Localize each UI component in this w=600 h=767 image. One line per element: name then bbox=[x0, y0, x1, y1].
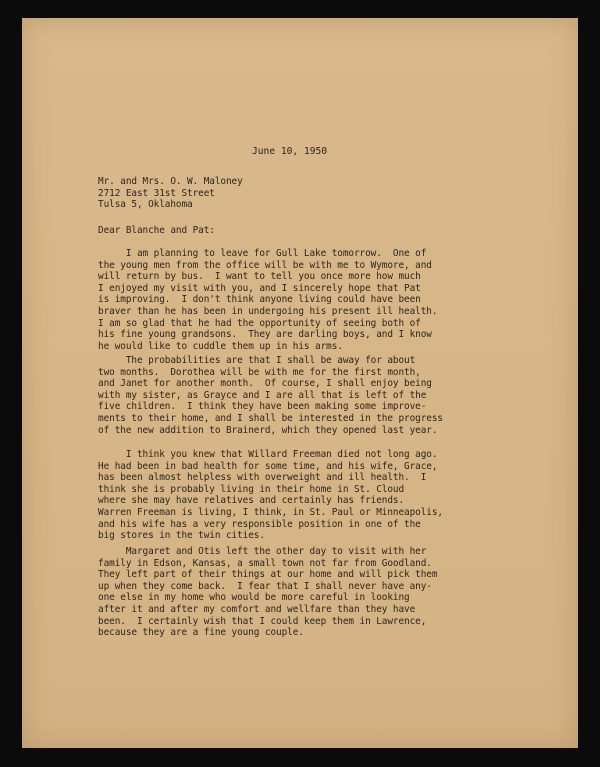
paragraph-line: braver than he has been in undergoing his present ill health. bbox=[98, 305, 438, 317]
paragraph-line: one else in my home who would be more careful in looking bbox=[98, 592, 410, 604]
paragraph-line: I am so glad that he had the opportunity of seeing both of bbox=[98, 317, 421, 329]
paragraph-line: two months. Dorothea will be with me for the first month, bbox=[98, 366, 421, 378]
paragraph-3 bbox=[98, 449, 443, 542]
paragraph-line: his fine young grandsons. They are darling boys, and I know bbox=[98, 329, 432, 341]
paragraph-line: I enjoyed my visit with you, and I sincerely hope that Pat bbox=[98, 282, 421, 294]
paragraph-line: with my sister, as Grayce and I are all that is left of the bbox=[98, 389, 427, 401]
letter-date: June 10, 1950 bbox=[252, 146, 328, 157]
paragraph-1 bbox=[98, 248, 437, 352]
paragraph-line: five children. I think they have been making some improve- bbox=[98, 401, 427, 413]
address-line: Mr. and Mrs. O. W. Maloney bbox=[98, 176, 243, 187]
paragraph-line: The probabilities are that I shall be away for about bbox=[98, 355, 416, 366]
paragraph-line: after it and after my comfort and wellfare than they have bbox=[98, 603, 416, 615]
paragraph-line: because they are a fine young couple. bbox=[98, 627, 304, 639]
paragraph-line: been. I certainly wish that I could keep them in Lawrence, bbox=[98, 615, 427, 627]
paragraph-line: and his wife has a very responsible position in one of the bbox=[98, 518, 421, 530]
paragraph-line: will return by bus. I want to tell you once more how much bbox=[98, 271, 421, 283]
recipient-address bbox=[98, 176, 243, 211]
paragraph-4 bbox=[98, 546, 437, 639]
paragraph-line: big stores in the twin cities. bbox=[98, 530, 265, 542]
paragraph-line: he would like to cuddle them up in his arms. bbox=[98, 340, 343, 352]
paragraph-line: think she is probably living in their home in St. Cloud bbox=[98, 483, 405, 495]
paragraph-2 bbox=[98, 355, 443, 436]
paragraph-line: up when they come back. I fear that I shall never have any- bbox=[98, 580, 432, 592]
paragraph-line: has been almost helpless with overweight and ill health. I bbox=[98, 472, 427, 484]
paragraph-line: and Janet for another month. Of course, I shall enjoy being bbox=[98, 378, 432, 390]
salutation: Dear Blanche and Pat: bbox=[98, 225, 215, 236]
paragraph-line: I am planning to leave for Gull Lake tomorrow. One of bbox=[98, 248, 427, 259]
paragraph-line: the young men from the office will be with me to Wymore, and bbox=[98, 259, 432, 271]
paragraph-line: of the new addition to Brainerd, which they opened last year. bbox=[98, 424, 438, 436]
address-line: 2712 East 31st Street bbox=[98, 187, 215, 199]
paragraph-line: Warren Freeman is living, I think, in St. Paul or Minneapolis, bbox=[98, 506, 443, 518]
paragraph-line: He had been in bad health for some time, and his wife, Grace, bbox=[98, 460, 438, 472]
paragraph-line: family in Edson, Kansas, a small town not far from Goodland. bbox=[98, 557, 432, 569]
paragraph-line: is improving. I don't think anyone living could have been bbox=[98, 294, 421, 306]
paragraph-line: ments to their home, and I shall be interested in the progress bbox=[98, 412, 443, 424]
paragraph-line: They left part of their things at our home and will pick them bbox=[98, 569, 438, 581]
paragraph-line: I think you knew that Willard Freeman died not long ago. bbox=[98, 449, 438, 460]
paragraph-line: Margaret and Otis left the other day to visit with her bbox=[98, 546, 427, 557]
address-line: Tulsa 5, Oklahoma bbox=[98, 199, 193, 211]
paragraph-line: where she may have relatives and certainly has friends. bbox=[98, 495, 405, 507]
